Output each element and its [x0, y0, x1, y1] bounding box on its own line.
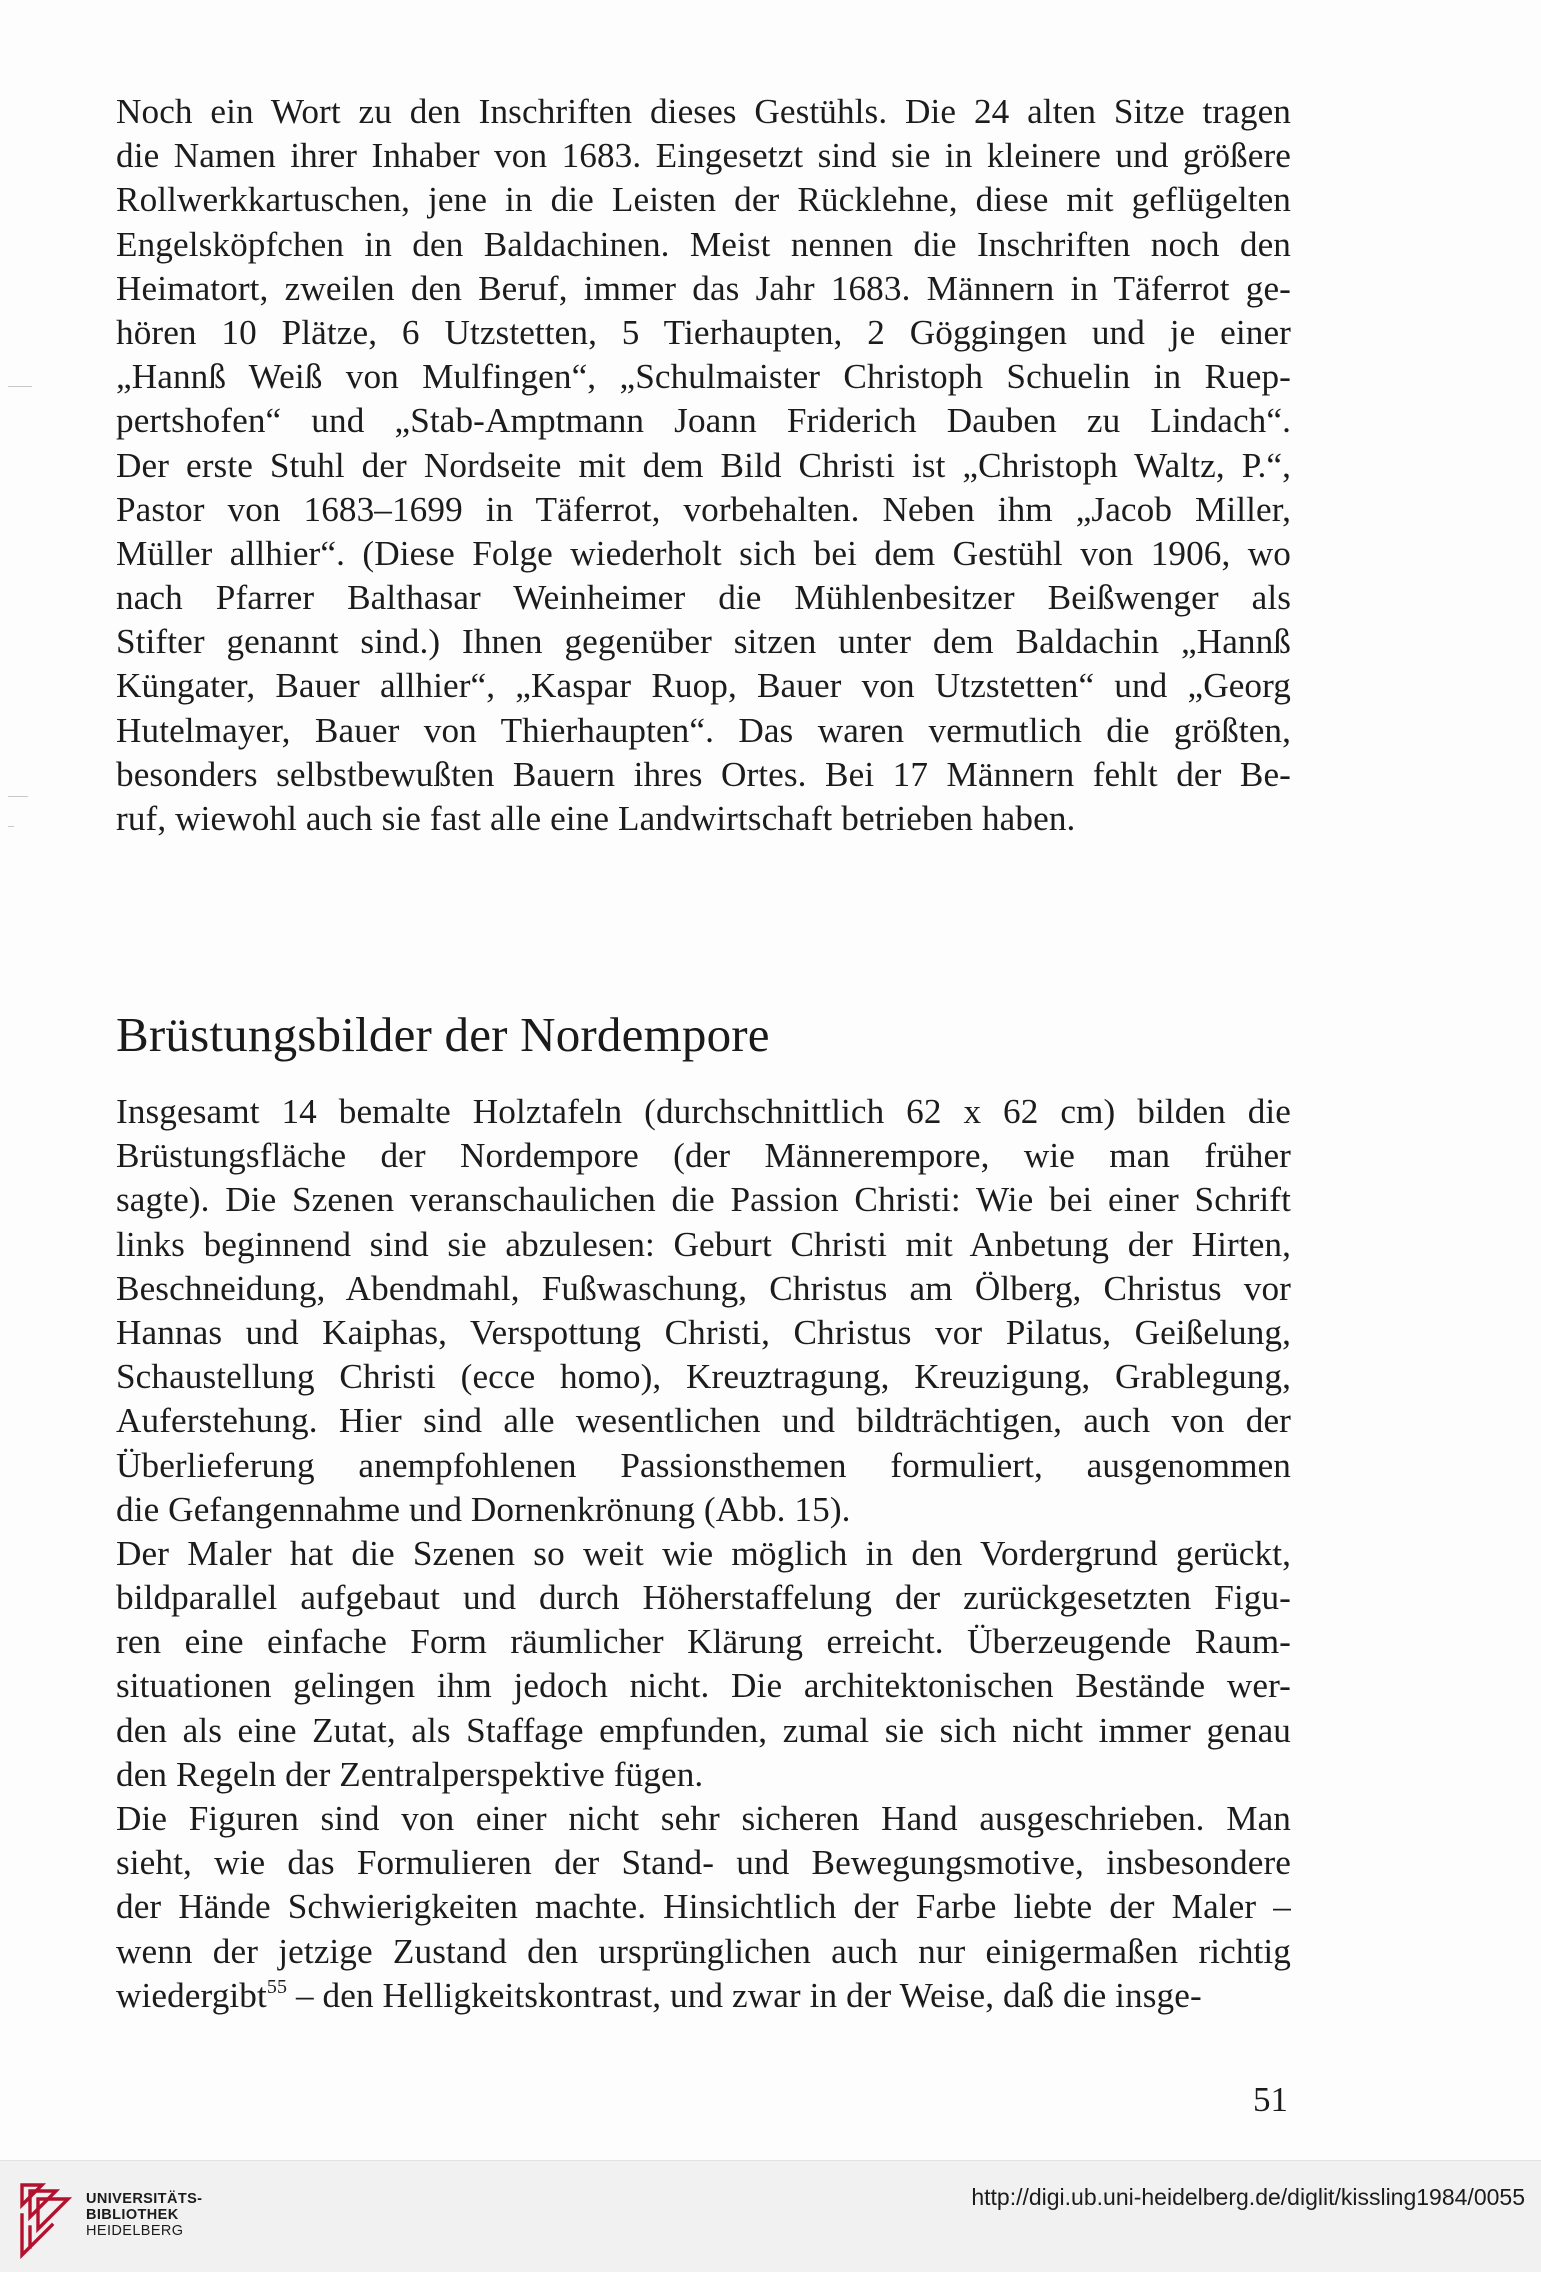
text-line: bildparallel aufgebaut und durch Höherstaffelung der zurückgesetzten Figu- [116, 1578, 1291, 1618]
text-line: Müller allhier“. (Diese Folge wiederholt sich bei dem Gestühl von 1906, wo [116, 533, 1291, 573]
page-number: 51 [1253, 2080, 1288, 2119]
text-line: Hutelmayer, Bauer von Thierhaupten“. Das waren vermutlich die größten, [116, 710, 1291, 750]
text-line: Hannas und Kaiphas, Verspottung Christi, Christus vor Pilatus, Geißelung, [116, 1312, 1291, 1352]
text-line: Beschneidung, Abendmahl, Fußwaschung, Christus am Ölberg, Christus vor [116, 1268, 1291, 1308]
library-name-line: UNIVERSITÄTS- [86, 2191, 203, 2207]
text-line: Der erste Stuhl der Nordseite mit dem Bild Christi ist „Christoph Waltz, P.“, [116, 445, 1291, 485]
margin-mark [8, 796, 28, 797]
text-line: pertshofen“ und „Stab-Amptmann Joann Friderich Dauben zu Lindach“. [116, 401, 1291, 441]
text-line: Brüstungsfläche der Nordempore (der Männerempore, wie man früher [116, 1136, 1291, 1176]
library-name-line: HEIDELBERG [86, 2223, 184, 2239]
library-name-line: BIBLIOTHEK [86, 2207, 179, 2223]
logo-strokes [22, 2185, 68, 2255]
university-library-logo-icon[interactable] [16, 2171, 74, 2259]
text-line: Küngater, Bauer allhier“, „Kaspar Ruop, Bauer von Utzstetten“ und „Georg [116, 666, 1291, 706]
text-fragment: wiedergibt [116, 1975, 267, 2015]
text-line: Die Figuren sind von einer nicht sehr sicheren Hand ausgeschrieben. Man [116, 1799, 1291, 1838]
text-line: Rollwerkkartuschen, jene in die Leisten der Rücklehne, diese mit geflügelten [116, 180, 1291, 220]
source-url-link[interactable]: http://digi.ub.uni-heidelberg.de/diglit/kissling1984/0055 [971, 2184, 1525, 2210]
text-line: Insgesamt 14 bemalte Holztafeln (durchschnittlich 62 x 62 cm) bilden die [116, 1092, 1291, 1131]
text-line: Schaustellung Christi (ecce homo), Kreuztragung, Kreuzigung, Grablegung, [116, 1357, 1291, 1397]
paragraph-seat-inscriptions [116, 90, 1291, 841]
text-line: Pastor von 1683–1699 in Täferrot, vorbehalten. Neben ihm „Jacob Miller, [116, 489, 1291, 529]
text-line: sieht, wie das Formulieren der Stand- und Bewegungsmotive, insbesondere [116, 1843, 1291, 1883]
text-line: den Regeln der Zentralperspektive fügen. [116, 1754, 704, 1794]
text-line: Engelsköpfchen in den Baldachinen. Meist nennen die Inschriften noch den [116, 224, 1291, 264]
text-line: Der Maler hat die Szenen so weit wie möglich in den Vordergrund gerückt, [116, 1533, 1291, 1573]
text-line: die Namen ihrer Inhaber von 1683. Eingesetzt sind sie in kleinere und größere [116, 136, 1291, 176]
text-line: Stifter genannt sind.) Ihnen gegenüber sitzen unter dem Baldachin „Hannß [116, 622, 1291, 662]
text-line-with-footnote [116, 1974, 1291, 2018]
viewer-footer [0, 2160, 1541, 2272]
text-line: sagte). Die Szenen veranschaulichen die Passion Christi: Wie bei einer Schrift [116, 1180, 1291, 1220]
text-line: der Hände Schwierigkeiten machte. Hinsichtlich der Farbe liebte der Maler – [116, 1887, 1291, 1927]
text-line: Auferstehung. Hier sind alle wesentlichen und bildträchtigen, auch von der [116, 1401, 1291, 1441]
text-line: Überlieferung anempfohlenen Passionsthemen formuliert, ausgenommen [116, 1445, 1291, 1485]
text-line: Noch ein Wort zu den Inschriften dieses Gestühls. Die 24 alten Sitze tragen [116, 92, 1291, 131]
section-heading: Brüstungsbilder der Nordempore [116, 1007, 770, 1062]
footnote-reference[interactable]: 55 [266, 1975, 288, 1998]
text-line: „Hannß Weiß von Mulfingen“, „Schulmaister Christoph Schuelin in Ruep- [116, 357, 1291, 397]
text-line: links beginnend sind sie abzulesen: Geburt Christi mit Anbetung der Hirten, [116, 1224, 1291, 1264]
text-line: situationen gelingen ihm jedoch nicht. Die architektonischen Bestände wer- [116, 1666, 1291, 1706]
text-line: nach Pfarrer Balthasar Weinheimer die Mühlenbesitzer Beißwenger als [116, 578, 1291, 618]
text-line: die Gefangennahme und Dornenkrönung (Abb. 15). [116, 1489, 851, 1529]
text-line: wenn der jetzige Zustand den ursprünglichen auch nur einigermaßen richtig [116, 1931, 1291, 1971]
text-fragment: – den Helligkeitskontrast, und zwar in der Weise, daß die insge- [287, 1975, 1202, 2015]
library-name [86, 2191, 202, 2239]
margin-mark [8, 386, 32, 387]
text-line: ruf, wiewohl auch sie fast alle eine Landwirtschaft betrieben haben. [116, 799, 1076, 838]
text-line: den als eine Zutat, als Staffage empfunden, zumal sie sich nicht immer genau [116, 1710, 1291, 1750]
text-line: Heimatort, zweilen den Beruf, immer das Jahr 1683. Männern in Täferrot ge- [116, 268, 1291, 308]
text-line: ren eine einfache Form räumlicher Klärung erreicht. Überzeugende Raum- [116, 1622, 1291, 1662]
margin-mark [8, 826, 14, 827]
text-line: besonders selbstbewußten Bauern ihres Ortes. Bei 17 Männern fehlt der Be- [116, 754, 1291, 794]
paragraph-parapet-paintings [116, 1090, 1291, 2018]
text-line: hören 10 Plätze, 6 Utzstetten, 5 Tierhaupten, 2 Göggingen und je einer [116, 312, 1291, 352]
